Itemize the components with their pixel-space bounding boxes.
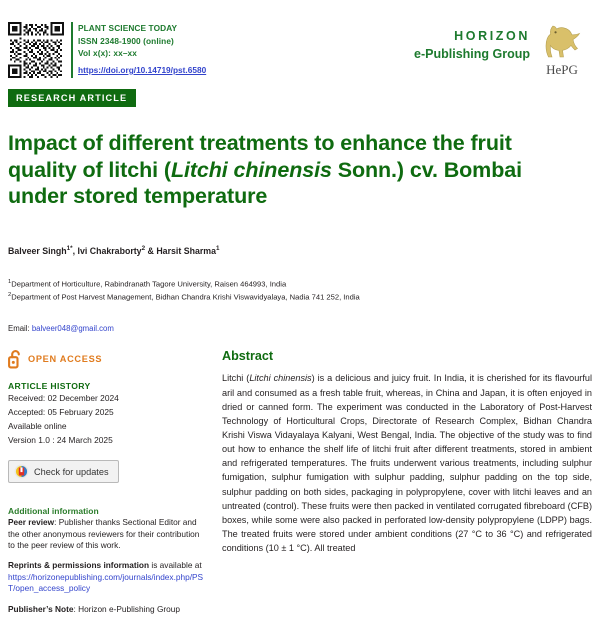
title-species: Litchi chinensis xyxy=(170,157,332,182)
crossmark-icon xyxy=(14,464,29,479)
abstract-pre: Litchi ( xyxy=(222,373,250,384)
open-access-badge xyxy=(8,349,205,368)
peer-review-note xyxy=(8,517,205,551)
abstract-body xyxy=(222,371,592,555)
additional-information xyxy=(8,506,205,615)
open-access-label: OPEN ACCESS xyxy=(28,353,103,364)
publisher-name-line2: e-Publishing Group xyxy=(414,46,530,61)
additional-information-heading: Additional information xyxy=(8,506,99,517)
reprints-note xyxy=(8,560,205,594)
griffin-icon xyxy=(539,22,585,60)
article-available-online: Available online xyxy=(8,421,67,432)
abstract-heading: Abstract xyxy=(222,349,274,364)
publisher-brand xyxy=(414,22,592,78)
reprints-text: is available at xyxy=(149,560,202,571)
body-columns xyxy=(0,333,600,624)
reprints-label: Reprints & permissions information xyxy=(8,560,150,571)
author-2 xyxy=(78,246,146,256)
qr-code-icon[interactable] xyxy=(8,22,64,78)
affiliation-2-sup: 2 xyxy=(8,292,12,299)
affiliation-1-text: Department of Horticulture, Rabindranath Tagore University, Raisen 464993, India xyxy=(11,279,287,289)
email-link[interactable]: balveer048@gmail.com xyxy=(31,324,114,334)
journal-masthead xyxy=(71,22,414,78)
journal-name: PLANT SCIENCE TODAY xyxy=(78,23,178,33)
abstract-species: Litchi chinensis xyxy=(249,373,312,384)
check-for-updates-label: Check for updates xyxy=(34,466,109,477)
affiliation-2 xyxy=(8,291,592,304)
publisher-note xyxy=(8,604,205,615)
doi-link[interactable]: https://doi.org/10.14719/pst.6580 xyxy=(78,64,207,75)
reprints-link[interactable]: https://horizonepublishing.com/journals/index.php/PST/open_access_policy xyxy=(8,571,204,594)
right-column xyxy=(215,349,592,624)
author-2-sup: 2 xyxy=(141,245,146,253)
affiliation-1-sup: 1 xyxy=(8,279,12,286)
abstract-post: ) is a delicious and juicy fruit. In India, it is cherished for its flavourful aril and consumed as a fresh table fruit, whereas, in China and Japan, it is often enjoyed in dried or canned form. The experiment was conducted in the Laboratory of Post-Harvest Technology of Horticultural Crops, Directorate of Research Complex, Bidhan Chandra Krishi Viswa Vidayalaya Kalyani, West Bengal, India. The objective of the study was to find out how to enhance the shelf life of litchi fruit after different treatments, stored in ambient and refrigerated temperatures. The fruits underwent various treatments, including sulphur fumigation, sulphur fumigation with sulphur padding, sulphur padding on the top side, sulphur padding on both sides, packaging in polypropylene, cover with litchi leaves and an untreated (control). These fruits were then packed in ventilated corrugated fibreboard (CFB) boxes, while some were also packed in perforated low-density polypropylene (LDPP) bags. The treated fruits were stored under ambient conditions (27 °C to 36 °C) and refrigerated conditions (10 ± 1 °C). All treated xyxy=(222,373,592,554)
author-3-sup: 1 xyxy=(215,245,220,253)
open-lock-icon xyxy=(8,349,23,368)
article-type-badge: RESEARCH ARTICLE xyxy=(8,89,136,107)
hepg-logo xyxy=(536,22,588,78)
journal-issn: ISSN 2348-1900 (online) xyxy=(78,35,174,46)
corresponding-email xyxy=(0,304,600,333)
author-3 xyxy=(156,246,219,256)
author-1-name: Balveer Singh xyxy=(8,246,67,257)
title-part2: Sonn.) cv. Bombai under stored temperature xyxy=(8,157,522,208)
peer-review-text: : Publisher thanks Sectional Editor and the other anonymous reviewers for their contribution to the peer review of this work. xyxy=(8,517,200,551)
peer-review-label: Peer review xyxy=(8,517,55,528)
title-part1: Impact of different treatments to enhance the fruit quality of litchi ( xyxy=(8,131,512,182)
author-list: Balveer Singh$^{1*}$, Ivi Chakraborty$^2$ & Harsit Sharma$^1$ xyxy=(8,245,220,257)
article-accepted: Accepted: 05 February 2025 xyxy=(8,407,114,418)
publisher-note-label: Publisher’s Note xyxy=(8,603,74,614)
page-header xyxy=(0,0,600,78)
left-column xyxy=(8,349,215,624)
author-2-name: Ivi Chakraborty xyxy=(77,246,142,257)
author-1-sup: 1* xyxy=(66,245,73,253)
publisher-note-text: : Horizon e-Publishing Group xyxy=(73,603,180,614)
page-title xyxy=(0,121,600,209)
article-type-wrap xyxy=(0,78,600,107)
affiliation-list xyxy=(0,256,600,304)
journal-volume: Vol x(x): xx–xx xyxy=(78,48,137,59)
author-1 xyxy=(8,246,73,256)
email-label: Email: xyxy=(8,324,32,334)
article-history-heading: ARTICLE HISTORY xyxy=(8,381,91,392)
affiliation-1 xyxy=(8,278,592,291)
hepg-label: HePG xyxy=(546,62,578,77)
check-for-updates-button[interactable] xyxy=(8,460,119,483)
article-version: Version 1.0 : 24 March 2025 xyxy=(8,435,113,446)
publisher-name-line1: HORIZON xyxy=(454,29,530,43)
article-received: Received: 02 December 2024 xyxy=(8,393,119,404)
affiliation-2-text: Department of Post Harvest Management, Bidhan Chandra Krishi Viswavidyalaya, Nadia 741 252, India xyxy=(11,292,360,302)
author-3-name: Harsit Sharma xyxy=(156,246,216,257)
